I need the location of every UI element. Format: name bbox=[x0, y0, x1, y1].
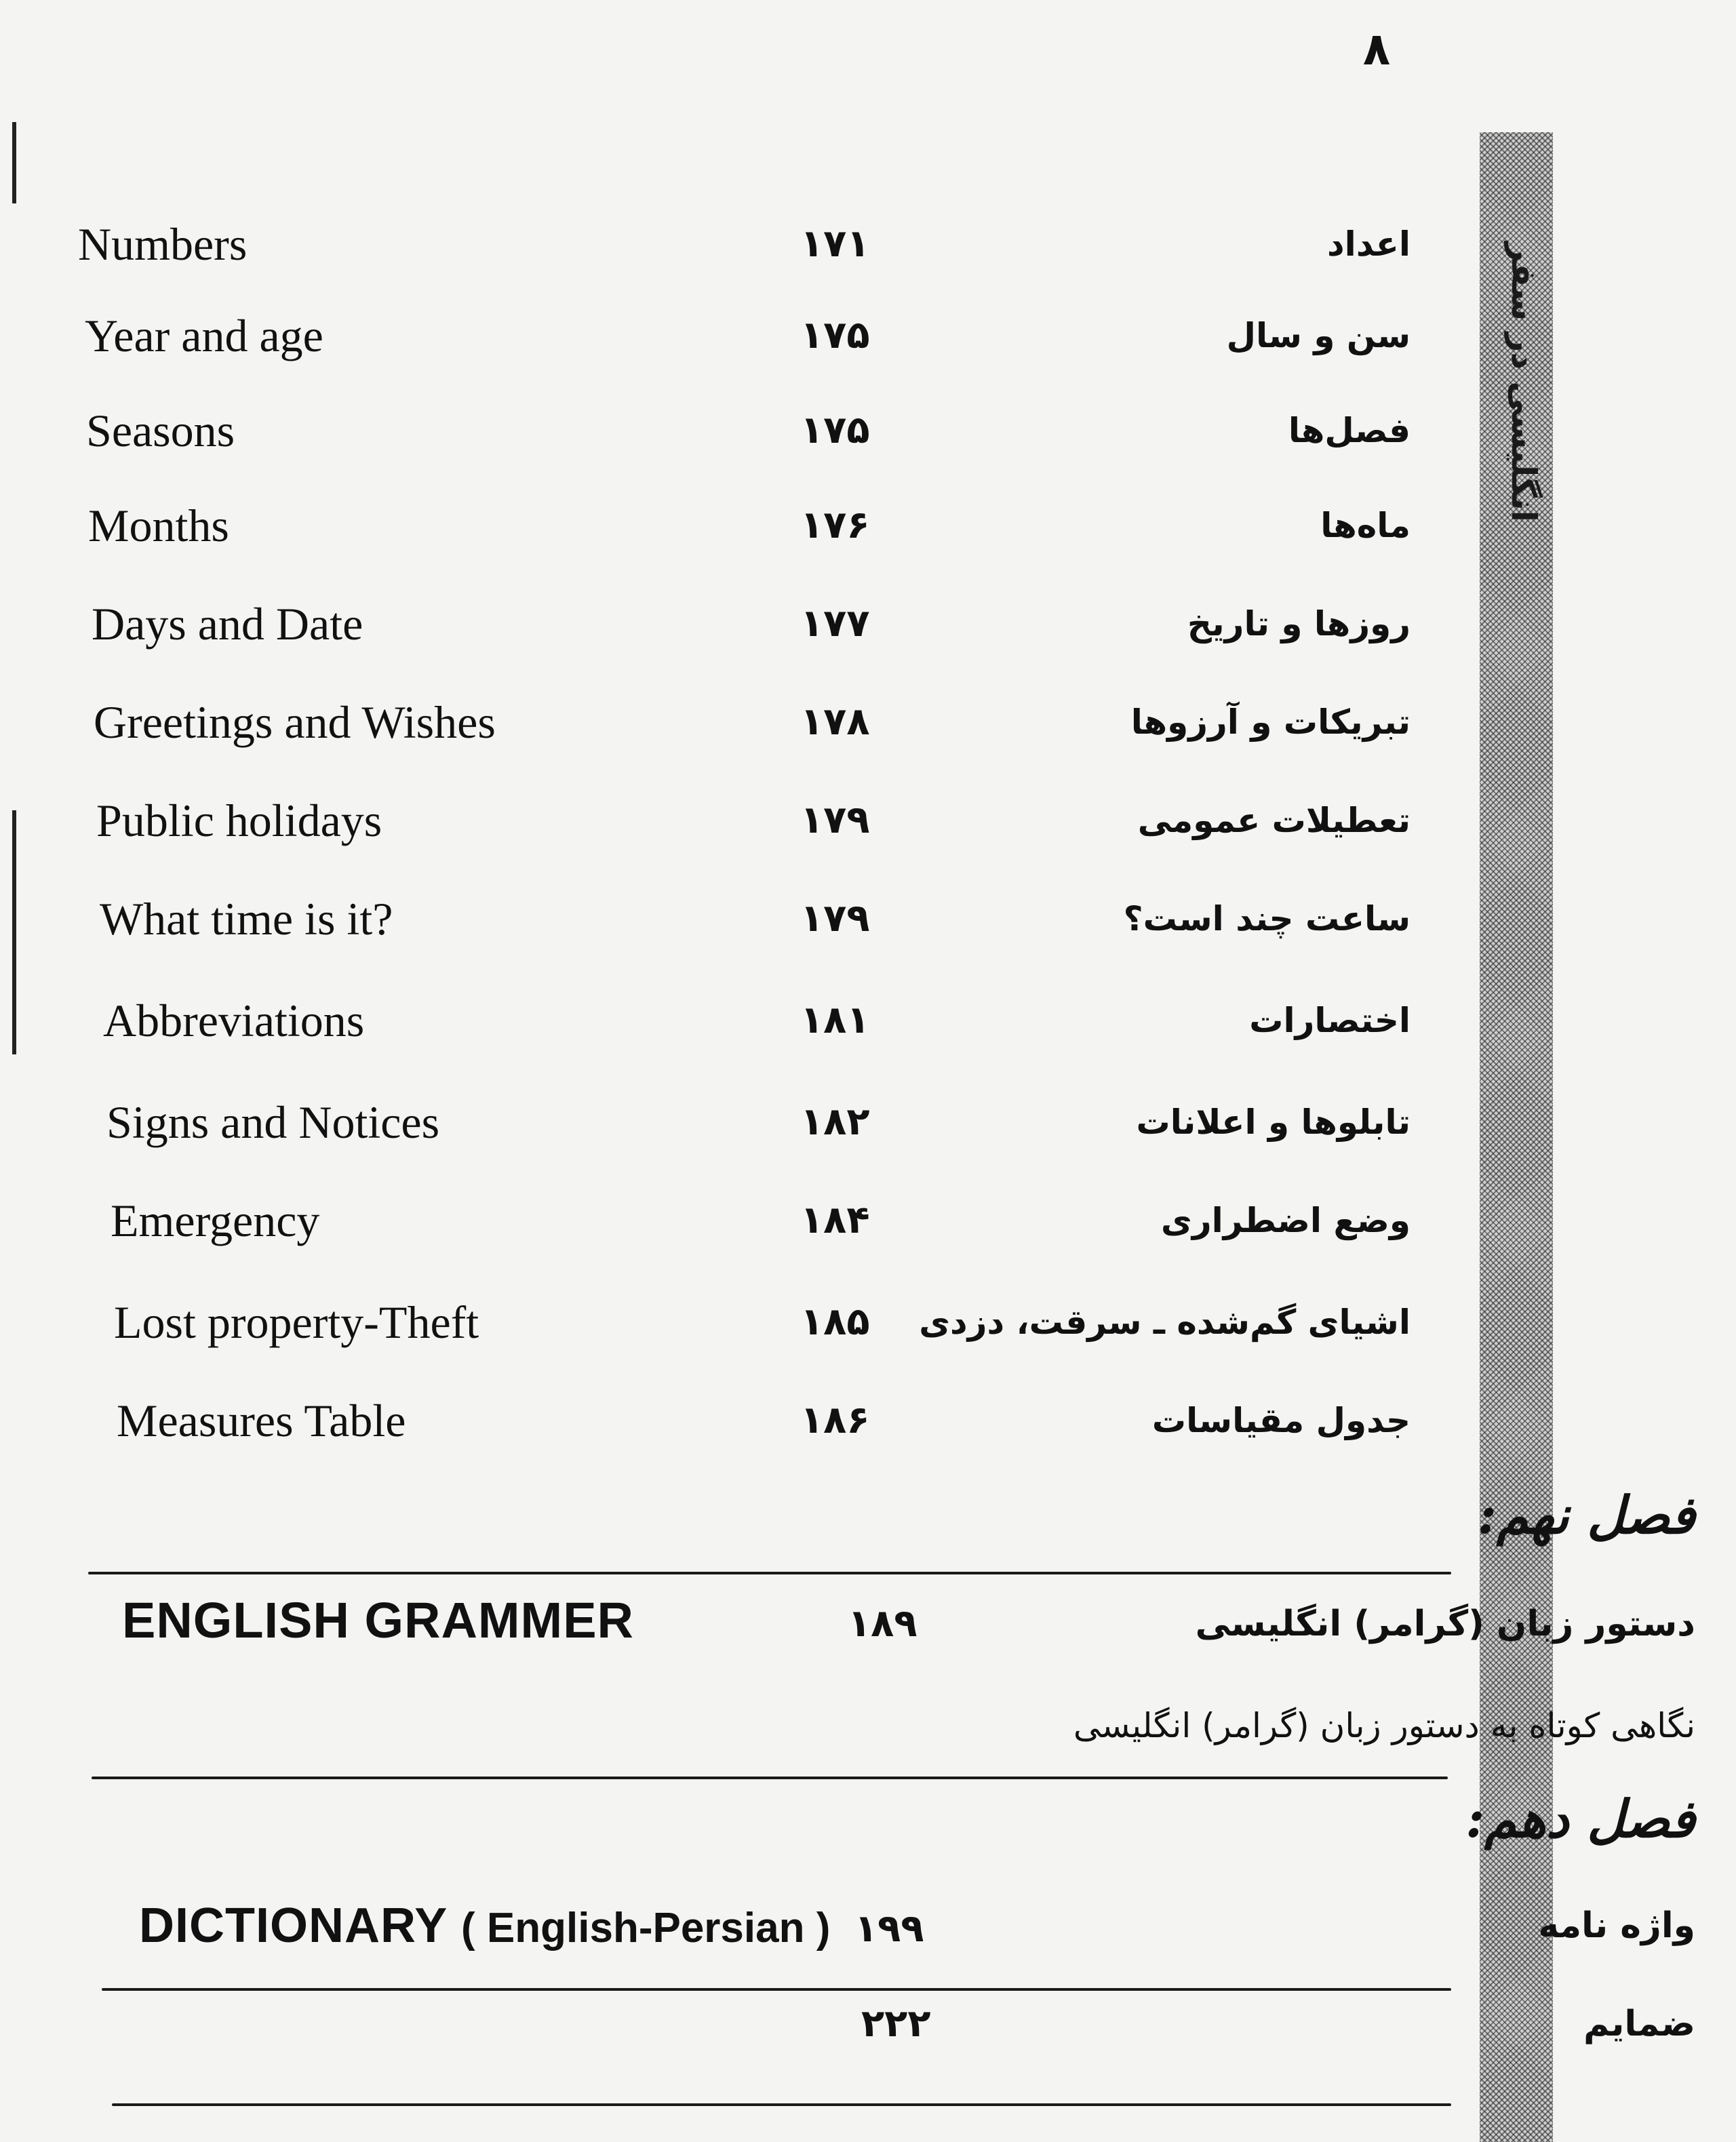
toc-entry-persian: ساعت چند است؟ bbox=[1123, 899, 1410, 938]
toc-page-number: ۱۸۵ bbox=[800, 1300, 870, 1344]
toc-page-number: ۱۷۹ bbox=[800, 896, 870, 940]
chapter-9-title-english: ENGLISH GRAMMER bbox=[122, 1592, 634, 1648]
toc-page-number: ۱۷۶ bbox=[800, 503, 870, 547]
toc-entry-persian: روزها و تاریخ bbox=[1187, 604, 1410, 643]
toc-entry-english: Abbreviations bbox=[103, 995, 365, 1046]
section-divider bbox=[112, 2103, 1451, 2106]
chapter-9-page-number: ۱۸۹ bbox=[848, 1602, 918, 1646]
toc-entry-english: Seasons bbox=[86, 405, 235, 456]
toc-row bbox=[0, 590, 1458, 658]
chapter-10-title-english bbox=[139, 1888, 830, 1966]
toc-entry-persian: فصل‌ها bbox=[1288, 411, 1410, 450]
chapter-10-title-sub: ( English-Persian ) bbox=[461, 1905, 831, 1951]
toc-row bbox=[0, 688, 1458, 756]
toc-entry-english: Months bbox=[88, 500, 229, 551]
toc-page-number: ۱۸۶ bbox=[800, 1398, 870, 1442]
toc-entry-persian: جدول مقیاسات bbox=[1151, 1401, 1410, 1440]
toc-entry-persian: اعداد bbox=[1327, 224, 1410, 264]
toc-page-number: ۱۷۵ bbox=[800, 313, 870, 357]
toc-entry-english: Measures Table bbox=[117, 1395, 406, 1446]
toc-page-number: ۱۷۷ bbox=[800, 601, 870, 646]
toc-entry-english: Greetings and Wishes bbox=[94, 696, 496, 748]
chapter-9-heading: فصل نهم: bbox=[1477, 1485, 1695, 1545]
appendix-page-number: ۲۲۲ bbox=[861, 2002, 931, 2046]
toc-page-number: ۱۷۸ bbox=[800, 700, 870, 744]
toc-page-number: ۱۷۵ bbox=[800, 408, 870, 452]
chapter-10-heading: فصل دهم: bbox=[1465, 1789, 1695, 1849]
chapter-10-page-number: ۱۹۹ bbox=[854, 1907, 924, 1951]
toc-page-number: ۱۸۴ bbox=[800, 1198, 870, 1242]
chapter-10-title-persian: واژه نامه bbox=[1538, 1905, 1695, 1946]
toc-entry-persian: اشیای گم‌شده ـ سرقت، دزدی bbox=[919, 1303, 1410, 1342]
toc-entry-english: Lost property-Theft bbox=[114, 1296, 479, 1348]
toc-entry-english: Public holidays bbox=[96, 795, 382, 846]
section-divider bbox=[88, 1572, 1451, 1574]
toc-page-number: ۱۷۱ bbox=[800, 222, 870, 266]
toc-row bbox=[0, 987, 1458, 1054]
toc-page-number: ۱۸۱ bbox=[800, 998, 870, 1042]
section-divider bbox=[102, 1988, 1451, 1991]
toc-entry-english: What time is it? bbox=[100, 893, 393, 945]
toc-row bbox=[0, 492, 1458, 559]
toc-entry-english: Emergency bbox=[111, 1195, 320, 1246]
toc-entry-persian: تابلوها و اعلانات bbox=[1136, 1103, 1410, 1142]
toc-entry-persian: اختصارات bbox=[1249, 1001, 1410, 1040]
toc-row bbox=[0, 397, 1458, 464]
side-title: انگلیسی در سفر bbox=[1504, 242, 1543, 522]
toc-row bbox=[0, 1187, 1458, 1254]
toc-row bbox=[0, 885, 1458, 953]
toc-entry-persian: ماه‌ها bbox=[1320, 506, 1410, 545]
chapter-9-title-persian: دستور زبان (گرامر) انگلیسی bbox=[1195, 1604, 1695, 1644]
toc-row bbox=[0, 787, 1458, 854]
toc-entry-persian: تبریکات و آرزوها bbox=[1130, 702, 1410, 742]
toc-entry-english: Numbers bbox=[78, 218, 248, 270]
chapter-10-title-main: DICTIONARY bbox=[139, 1899, 448, 1953]
chapter-9-note: نگاهی کوتاه به دستور زبان (گرامر) انگلیسی bbox=[1073, 1706, 1695, 1745]
toc-entry-persian: تعطیلات عمومی bbox=[1137, 801, 1410, 840]
toc-row bbox=[0, 1088, 1458, 1156]
toc-entry-english: Days and Date bbox=[92, 598, 363, 650]
toc-entry-persian: وضع اضطراری bbox=[1161, 1201, 1410, 1240]
toc-page-number: ۱۷۹ bbox=[800, 798, 870, 842]
toc-row bbox=[0, 210, 1458, 278]
toc-page-number: ۱۸۲ bbox=[800, 1100, 870, 1144]
section-divider bbox=[92, 1777, 1448, 1779]
toc-entry-persian: سن و سال bbox=[1226, 316, 1410, 355]
toc-row bbox=[0, 1387, 1458, 1454]
toc-entry-english: Year and age bbox=[85, 310, 323, 361]
toc-row bbox=[0, 1288, 1458, 1356]
page-number: ۸ bbox=[1362, 23, 1391, 75]
toc-row bbox=[0, 302, 1458, 370]
margin-mark bbox=[12, 122, 16, 203]
toc-entry-english: Signs and Notices bbox=[106, 1096, 440, 1148]
appendix-title-persian: ضمایم bbox=[1583, 2004, 1695, 2044]
